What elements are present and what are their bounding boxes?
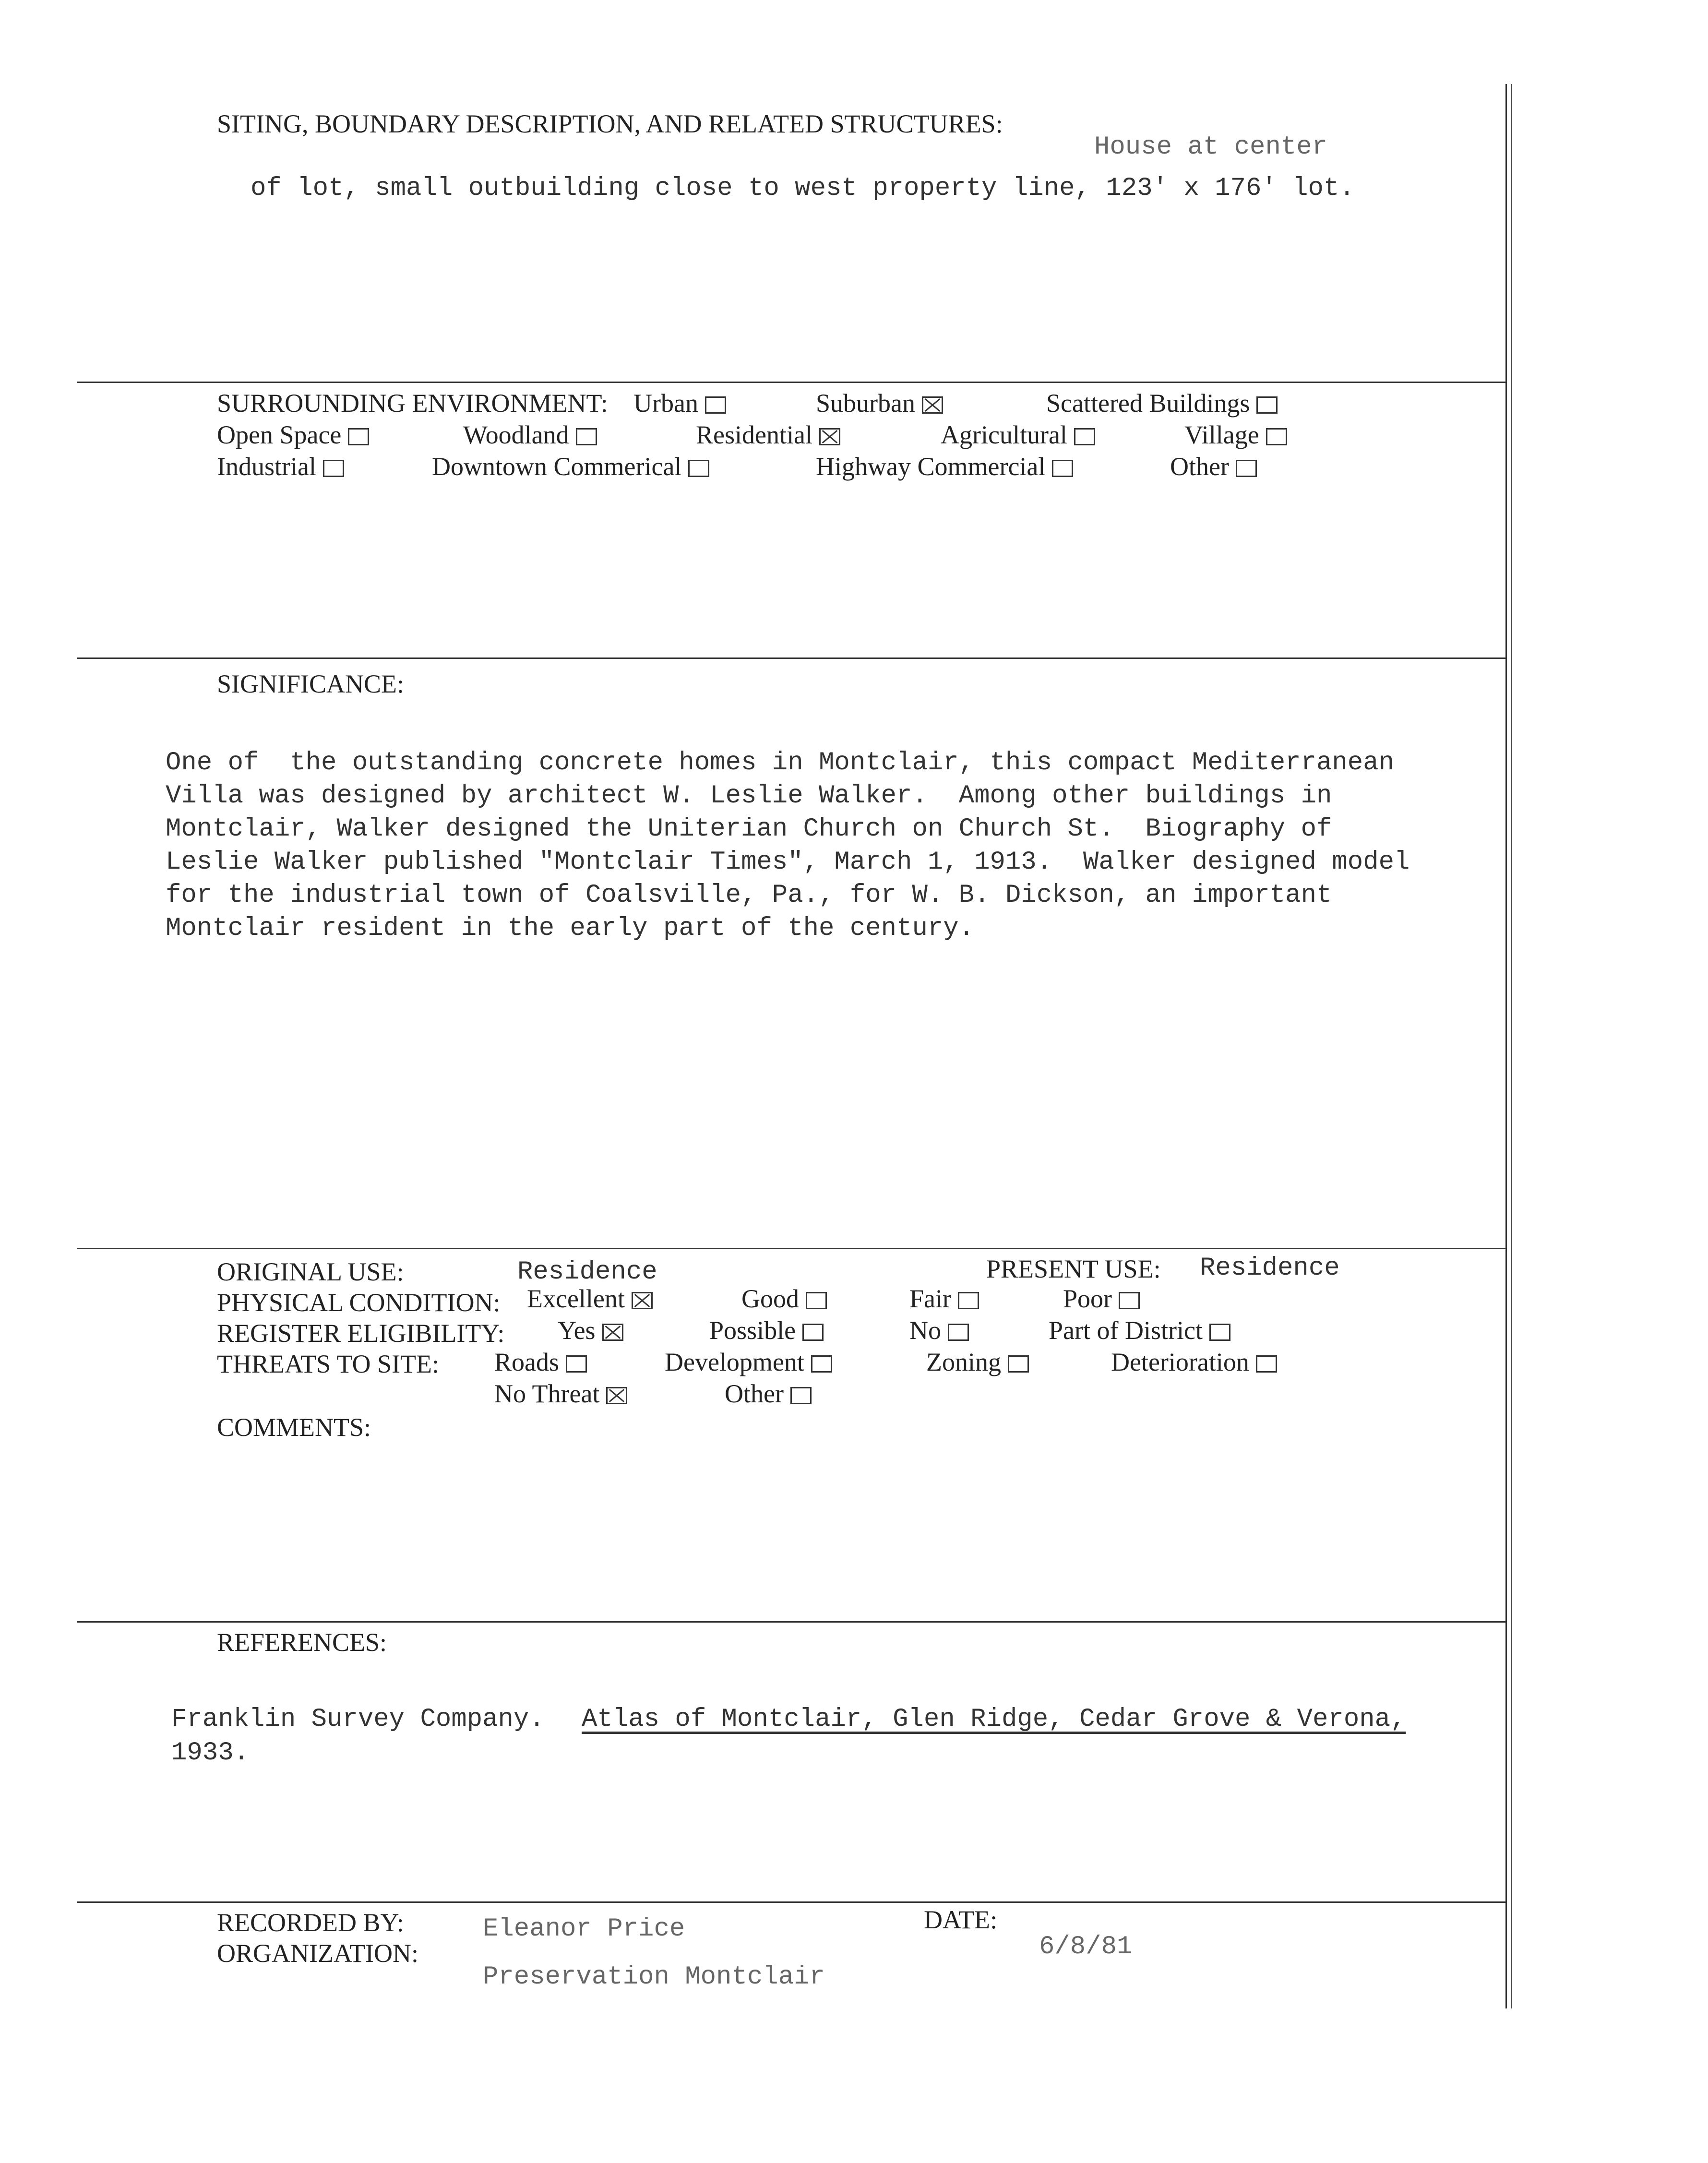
section-divider <box>77 1621 1507 1623</box>
industrial-checkbox[interactable] <box>323 460 344 477</box>
env-option-industrial: Industrial <box>217 452 344 481</box>
env-option-agricultural: Agricultural <box>941 420 1095 449</box>
original-use-value: Residence <box>517 1257 657 1287</box>
recorded-by-label: RECORDED BY: <box>217 1908 404 1937</box>
right-margin-rule-inner <box>1511 84 1512 2008</box>
threats-label: THREATS TO SITE: <box>217 1350 440 1378</box>
organization-label: ORGANIZATION: <box>217 1939 418 1968</box>
threat-zoning: Zoning <box>926 1348 1029 1376</box>
significance-line: Leslie Walker published "Montclair Times", March 1, 1913. Walker designed model <box>166 848 1410 877</box>
downtown-commercial-checkbox[interactable] <box>688 460 709 477</box>
no-checkbox[interactable] <box>948 1324 969 1341</box>
excellent-checkbox[interactable] <box>632 1292 653 1309</box>
residential-checkbox[interactable] <box>819 428 840 445</box>
deterioration-checkbox[interactable] <box>1256 1355 1277 1373</box>
section-divider <box>77 382 1507 383</box>
yes-checkbox[interactable] <box>602 1324 623 1341</box>
condition-good: Good <box>741 1284 827 1313</box>
reference-title: Atlas of Montclair, Glen Ridge, Cedar Grove & Verona, <box>582 1705 1406 1734</box>
significance-line: Montclair, Walker designed the Uniterian Church on Church St. Biography of <box>166 814 1332 844</box>
section-divider <box>77 657 1507 659</box>
original-use-label: ORIGINAL USE: <box>217 1257 404 1286</box>
env-option-suburban: Suburban <box>816 389 943 418</box>
env-option-urban: Urban <box>633 389 726 418</box>
env-option-downtown: Downtown Commerical <box>432 452 709 481</box>
env-option-woodland: Woodland <box>463 420 597 449</box>
possible-checkbox[interactable] <box>802 1324 824 1341</box>
eligibility-part-of-district: Part of District <box>1049 1316 1230 1345</box>
physical-condition-label: PHYSICAL CONDITION: <box>217 1288 501 1317</box>
siting-text-line2: of lot, small outbuilding close to west property line, 123' x 176' lot. <box>251 174 1355 203</box>
present-use-value: Residence <box>1200 1254 1340 1283</box>
references-label: REFERENCES: <box>217 1628 387 1657</box>
other-environment-checkbox[interactable] <box>1236 460 1257 477</box>
urban-checkbox[interactable] <box>705 396 726 414</box>
other-threat-checkbox[interactable] <box>790 1387 812 1404</box>
significance-line: for the industrial town of Coalsville, Pa., for W. B. Dickson, an important <box>166 881 1332 910</box>
significance-line: One of the outstanding concrete homes in Montclair, this compact Mediterranean <box>166 748 1395 777</box>
siting-text-line1: House at center <box>1094 132 1328 162</box>
roads-checkbox[interactable] <box>566 1355 587 1373</box>
highway-commercial-checkbox[interactable] <box>1052 460 1073 477</box>
woodland-checkbox[interactable] <box>576 428 597 445</box>
reference-author: Franklin Survey Company. <box>171 1705 545 1734</box>
eligibility-possible: Possible <box>709 1316 824 1345</box>
siting-label: SITING, BOUNDARY DESCRIPTION, AND RELATED STRUCTURES: <box>217 109 1003 138</box>
env-option-residential: Residential <box>696 420 840 449</box>
condition-poor: Poor <box>1063 1284 1140 1313</box>
agricultural-checkbox[interactable] <box>1074 428 1095 445</box>
threat-other: Other <box>725 1379 812 1408</box>
part-of-district-checkbox[interactable] <box>1209 1324 1230 1341</box>
env-option-village: Village <box>1184 420 1287 449</box>
eligibility-yes: Yes <box>558 1316 623 1345</box>
threat-deterioration: Deterioration <box>1111 1348 1277 1376</box>
threat-development: Development <box>665 1348 832 1376</box>
threat-no-threat: No Threat <box>494 1379 627 1408</box>
suburban-checkbox[interactable] <box>922 396 943 414</box>
village-checkbox[interactable] <box>1266 428 1287 445</box>
section-divider <box>77 1248 1507 1249</box>
organization-value: Preservation Montclair <box>483 1962 825 1992</box>
env-option-scattered: Scattered Buildings <box>1046 389 1278 418</box>
date-value: 6/8/81 <box>1039 1932 1133 1961</box>
development-checkbox[interactable] <box>811 1355 832 1373</box>
environment-label: SURROUNDING ENVIRONMENT: <box>217 389 608 418</box>
env-option-open-space: Open Space <box>217 420 369 449</box>
section-divider <box>77 1901 1507 1903</box>
fair-checkbox[interactable] <box>958 1292 979 1309</box>
no-threat-checkbox[interactable] <box>606 1387 627 1404</box>
eligibility-no: No <box>909 1316 969 1345</box>
threat-roads: Roads <box>494 1348 587 1376</box>
present-use-label: PRESENT USE: <box>986 1255 1161 1283</box>
comments-label: COMMENTS: <box>217 1413 371 1442</box>
env-option-highway: Highway Commercial <box>816 452 1073 481</box>
recorded-by-value: Eleanor Price <box>483 1914 685 1944</box>
env-option-other: Other <box>1170 452 1257 481</box>
register-eligibility-label: REGISTER ELIGIBILITY: <box>217 1319 505 1348</box>
date-label: DATE: <box>924 1905 997 1934</box>
significance-line: Montclair resident in the early part of the century. <box>166 914 975 943</box>
zoning-checkbox[interactable] <box>1008 1355 1029 1373</box>
condition-excellent: Excellent <box>527 1284 653 1313</box>
scattered-buildings-checkbox[interactable] <box>1256 396 1278 414</box>
right-margin-rule <box>1505 84 1507 2008</box>
significance-label: SIGNIFICANCE: <box>217 669 405 698</box>
condition-fair: Fair <box>909 1284 979 1313</box>
open-space-checkbox[interactable] <box>348 428 369 445</box>
significance-line: Villa was designed by architect W. Leslie Walker. Among other buildings in <box>166 781 1332 811</box>
reference-year: 1933. <box>171 1738 250 1768</box>
good-checkbox[interactable] <box>806 1292 827 1309</box>
poor-checkbox[interactable] <box>1119 1292 1140 1309</box>
